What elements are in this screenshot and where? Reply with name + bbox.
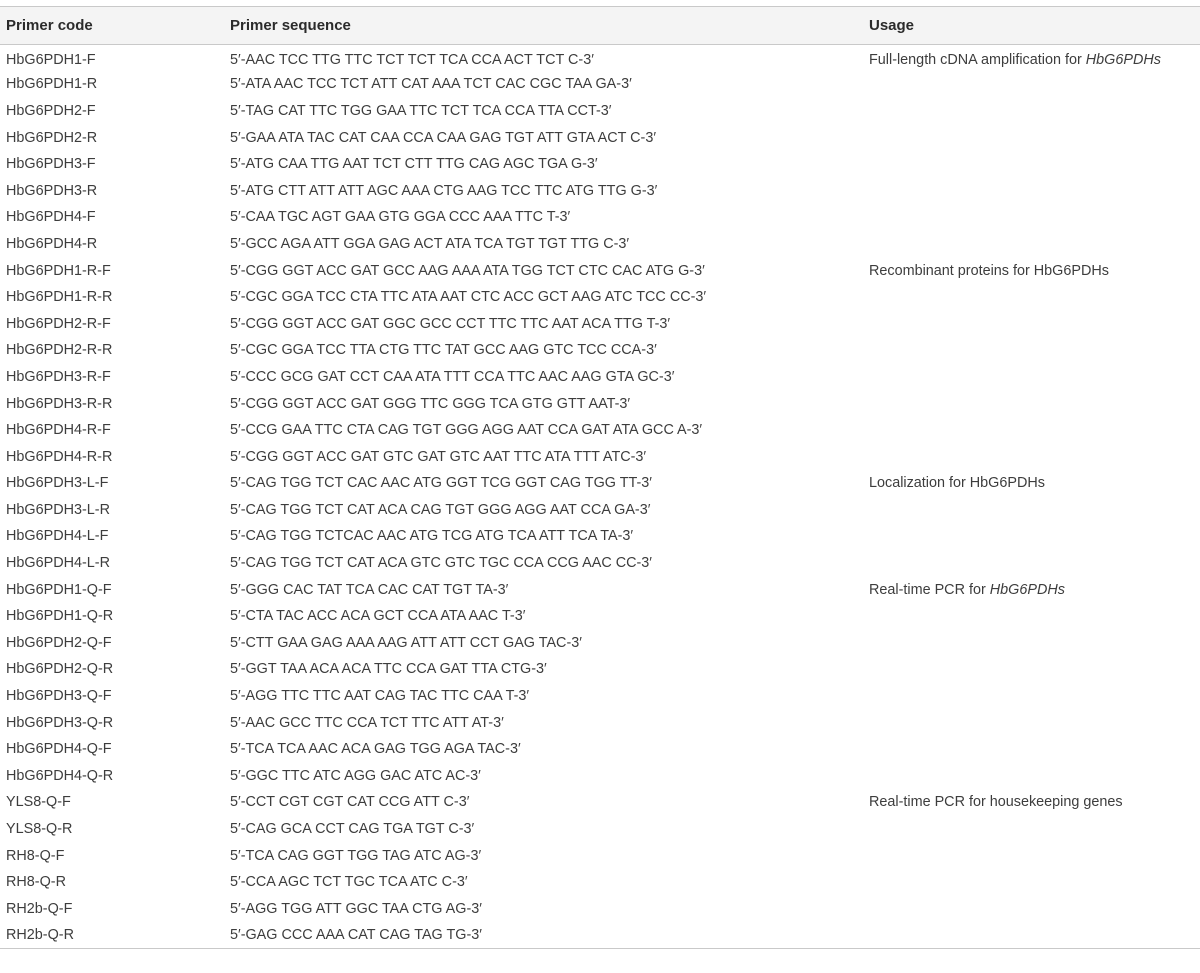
primer-code-cell: HbG6PDH1-R-F	[6, 262, 111, 279]
usage-cell	[863, 45, 1200, 72]
primer-sequence-cell: 5′-CAA TGC AGT GAA GTG GGA CCC AAA TTC T-3′	[230, 209, 571, 226]
primer-sequence-cell: 5′-ATG CTT ATT ATT AGC AAA CTG AAG TCC TTC ATG TTG G-3′	[230, 182, 658, 199]
primer-sequence-cell: 5′-ATA AAC TCC TCT ATT CAT AAA TCT CAC CGC TAA GA-3′	[230, 76, 632, 93]
primer-code-cell: HbG6PDH1-R	[6, 76, 98, 93]
primer-code-cell: HbG6PDH3-R-F	[6, 368, 111, 385]
usage-cell	[863, 683, 1200, 710]
usage-cell	[863, 497, 1200, 524]
usage-cell	[863, 816, 1200, 843]
primer-code-cell: HbG6PDH4-Q-F	[6, 741, 112, 758]
primer-code-cell: HbG6PDH3-Q-F	[6, 688, 112, 705]
usage-cell	[863, 231, 1200, 258]
header-primer-sequence: Primer sequence	[230, 17, 351, 34]
table-row	[0, 842, 1200, 869]
table-row	[0, 45, 1200, 72]
primer-code-cell: HbG6PDH4-R	[6, 235, 98, 252]
primer-code-cell: HbG6PDH4-L-F	[6, 528, 109, 545]
primer-sequence-cell: 5′-GAA ATA TAC CAT CAA CCA CAA GAG TGT ATT GTA ACT C-3′	[230, 129, 657, 146]
primer-table-container	[0, 6, 1200, 949]
primer-sequence-cell: 5′-CCC GCG GAT CCT CAA ATA TTT CCA TTC AAC AAG GTA GC-3′	[230, 368, 675, 385]
primer-code-cell: HbG6PDH2-R	[6, 129, 98, 146]
primer-sequence-cell: 5′-AGG TGG ATT GGC TAA CTG AG-3′	[230, 900, 482, 917]
primer-sequence-cell: 5′-TAG CAT TTC TGG GAA TTC TCT TCA CCA TTA CCT-3′	[230, 102, 612, 119]
primer-code-cell: RH2b-Q-F	[6, 900, 73, 917]
usage-text: Full-length cDNA amplification for	[869, 52, 1086, 69]
primer-code-cell: YLS8-Q-R	[6, 821, 73, 838]
table-row	[0, 284, 1200, 311]
table-header	[0, 7, 1200, 45]
primer-code-cell: HbG6PDH1-F	[6, 52, 96, 69]
primer-code-cell: RH8-Q-F	[6, 847, 65, 864]
usage-cell	[863, 98, 1200, 125]
table-row	[0, 124, 1200, 151]
primer-code-cell: HbG6PDH1-Q-R	[6, 608, 114, 625]
table-row	[0, 869, 1200, 896]
primer-code-cell: HbG6PDH4-R-F	[6, 422, 111, 439]
table-row	[0, 98, 1200, 125]
usage-cell	[863, 576, 1200, 603]
usage-cell	[863, 869, 1200, 896]
table-row	[0, 709, 1200, 736]
usage-cell	[863, 71, 1200, 98]
primer-code-cell: HbG6PDH1-R-R	[6, 289, 113, 306]
usage-text: Real-time PCR for	[869, 581, 990, 598]
primer-sequence-cell: 5′-TCA CAG GGT TGG TAG ATC AG-3′	[230, 847, 482, 864]
table-row	[0, 310, 1200, 337]
usage-cell	[863, 443, 1200, 470]
primer-code-cell: HbG6PDH1-Q-F	[6, 581, 112, 598]
primer-sequence-cell: 5′-CCA AGC TCT TGC TCA ATC C-3′	[230, 874, 468, 891]
primer-code-cell: HbG6PDH3-L-R	[6, 501, 110, 518]
usage-cell	[863, 550, 1200, 577]
header-row	[0, 7, 1200, 45]
table-row	[0, 204, 1200, 231]
usage-cell	[863, 310, 1200, 337]
primer-sequence-cell: 5′-CCG GAA TTC CTA CAG TGT GGG AGG AAT CCA GAT ATA GCC A-3′	[230, 422, 703, 439]
primer-code-cell: HbG6PDH3-F	[6, 156, 96, 173]
usage-cell	[863, 842, 1200, 869]
table-row	[0, 896, 1200, 923]
primer-sequence-cell: 5′-CGG GGT ACC GAT GGC GCC CCT TTC TTC AAT ACA TTG T-3′	[230, 315, 671, 332]
table-row	[0, 470, 1200, 497]
header-usage: Usage	[869, 17, 915, 34]
primer-table	[0, 6, 1200, 949]
table-row	[0, 603, 1200, 630]
usage-cell	[863, 736, 1200, 763]
primer-code-cell: HbG6PDH4-Q-R	[6, 767, 114, 784]
primer-code-cell: HbG6PDH2-R-R	[6, 342, 113, 359]
primer-code-cell: HbG6PDH3-R-R	[6, 395, 113, 412]
table-row	[0, 736, 1200, 763]
usage-cell	[863, 656, 1200, 683]
primer-sequence-cell: 5′-AAC GCC TTC CCA TCT TTC ATT AT-3′	[230, 714, 504, 731]
primer-sequence-cell: 5′-TCA TCA AAC ACA GAG TGG AGA TAC-3′	[230, 741, 521, 758]
table-row	[0, 656, 1200, 683]
primer-code-cell: HbG6PDH4-L-R	[6, 555, 110, 572]
table-row	[0, 257, 1200, 284]
table-row	[0, 550, 1200, 577]
primer-sequence-cell: 5′-CAG TGG TCT CAT ACA CAG TGT GGG AGG AAT CCA GA-3′	[230, 501, 651, 518]
table-row	[0, 364, 1200, 391]
primer-code-cell: HbG6PDH4-R-R	[6, 448, 113, 465]
usage-cell	[863, 603, 1200, 630]
primer-sequence-cell: 5′-ATG CAA TTG AAT TCT CTT TTG CAG AGC TGA G-3′	[230, 156, 598, 173]
primer-sequence-cell: 5′-CAG TGG TCT CAC AAC ATG GGT TCG GGT CAG TGG TT-3′	[230, 475, 652, 492]
header-primer-code: Primer code	[6, 17, 93, 34]
usage-text: Localization for HbG6PDHs	[869, 475, 1045, 492]
usage-gene-name: HbG6PDHs	[1085, 52, 1161, 69]
primer-sequence-cell: 5′-CGG GGT ACC GAT GGG TTC GGG TCA GTG GTT AAT-3′	[230, 395, 631, 412]
table-row	[0, 417, 1200, 444]
usage-cell	[863, 204, 1200, 231]
usage-cell	[863, 337, 1200, 364]
primer-sequence-cell: 5′-CCT CGT CGT CAT CCG ATT C-3′	[230, 794, 470, 811]
primer-code-cell: RH2b-Q-R	[6, 927, 74, 944]
primer-sequence-cell: 5′-CGG GGT ACC GAT GTC GAT GTC AAT TTC ATA TTT ATC-3′	[230, 448, 647, 465]
usage-cell	[863, 896, 1200, 923]
table-row	[0, 231, 1200, 258]
primer-sequence-cell: 5′-GGG CAC TAT TCA CAC CAT TGT TA-3′	[230, 581, 509, 598]
table-row	[0, 497, 1200, 524]
usage-cell	[863, 763, 1200, 790]
primer-code-cell: HbG6PDH2-F	[6, 102, 96, 119]
table-row	[0, 816, 1200, 843]
primer-code-cell: HbG6PDH2-R-F	[6, 315, 111, 332]
table-row	[0, 789, 1200, 816]
usage-cell	[863, 789, 1200, 816]
primer-sequence-cell: 5′-GAG CCC AAA CAT CAG TAG TG-3′	[230, 927, 482, 944]
primer-sequence-cell: 5′-CGC GGA TCC TTA CTG TTC TAT GCC AAG GTC TCC CCA-3′	[230, 342, 657, 359]
primer-sequence-cell: 5′-CGG GGT ACC GAT GCC AAG AAA ATA TGG TCT CTC CAC ATG G-3′	[230, 262, 705, 279]
table-row	[0, 337, 1200, 364]
primer-code-cell: HbG6PDH3-R	[6, 182, 98, 199]
primer-code-cell: YLS8-Q-F	[6, 794, 71, 811]
table-row	[0, 390, 1200, 417]
usage-cell	[863, 417, 1200, 444]
table-row	[0, 683, 1200, 710]
usage-text: Recombinant proteins for HbG6PDHs	[869, 262, 1109, 279]
primer-sequence-cell: 5′-CTA TAC ACC ACA GCT CCA ATA AAC T-3′	[230, 608, 526, 625]
usage-gene-name: HbG6PDHs	[989, 581, 1065, 598]
usage-cell	[863, 177, 1200, 204]
table-row	[0, 630, 1200, 657]
primer-code-cell: HbG6PDH3-L-F	[6, 475, 109, 492]
usage-cell	[863, 151, 1200, 178]
usage-cell	[863, 390, 1200, 417]
primer-sequence-cell: 5′-CTT GAA GAG AAA AAG ATT ATT CCT GAG TAC-3′	[230, 634, 582, 651]
usage-cell	[863, 364, 1200, 391]
table-row	[0, 443, 1200, 470]
table-row	[0, 151, 1200, 178]
primer-sequence-cell: 5′-AGG TTC TTC AAT CAG TAC TTC CAA T-3′	[230, 688, 530, 705]
usage-cell	[863, 922, 1200, 949]
table-row	[0, 763, 1200, 790]
primer-sequence-cell: 5′-CAG GCA CCT CAG TGA TGT C-3′	[230, 821, 475, 838]
usage-cell	[863, 630, 1200, 657]
primer-sequence-cell: 5′-GCC AGA ATT GGA GAG ACT ATA TCA TGT TGT TTG C-3′	[230, 235, 630, 252]
primer-sequence-cell: 5′-CGC GGA TCC CTA TTC ATA AAT CTC ACC GCT AAG ATC TCC CC-3′	[230, 289, 707, 306]
table-row	[0, 576, 1200, 603]
primer-code-cell: HbG6PDH2-Q-F	[6, 634, 112, 651]
primer-code-cell: RH8-Q-R	[6, 874, 66, 891]
usage-cell	[863, 470, 1200, 497]
primer-sequence-cell: 5′-CAG TGG TCTCAC AAC ATG TCG ATG TCA ATT TCA TA-3′	[230, 528, 634, 545]
primer-code-cell: HbG6PDH2-Q-R	[6, 661, 114, 678]
usage-cell	[863, 523, 1200, 550]
primer-code-cell: HbG6PDH4-F	[6, 209, 96, 226]
usage-cell	[863, 124, 1200, 151]
primer-sequence-cell: 5′-GGC TTC ATC AGG GAC ATC AC-3′	[230, 767, 481, 784]
table-row	[0, 71, 1200, 98]
primer-sequence-cell: 5′-CAG TGG TCT CAT ACA GTC GTC TGC CCA CCG AAC CC-3′	[230, 555, 652, 572]
usage-cell	[863, 284, 1200, 311]
primer-sequence-cell: 5′-AAC TCC TTG TTC TCT TCT TCA CCA ACT TCT C-3′	[230, 52, 594, 69]
usage-cell	[863, 257, 1200, 284]
usage-cell	[863, 709, 1200, 736]
table-body	[0, 45, 1200, 949]
primer-code-cell: HbG6PDH3-Q-R	[6, 714, 114, 731]
table-row	[0, 922, 1200, 949]
usage-text: Real-time PCR for housekeeping genes	[869, 794, 1123, 811]
table-row	[0, 523, 1200, 550]
primer-sequence-cell: 5′-GGT TAA ACA ACA TTC CCA GAT TTA CTG-3′	[230, 661, 547, 678]
table-row	[0, 177, 1200, 204]
